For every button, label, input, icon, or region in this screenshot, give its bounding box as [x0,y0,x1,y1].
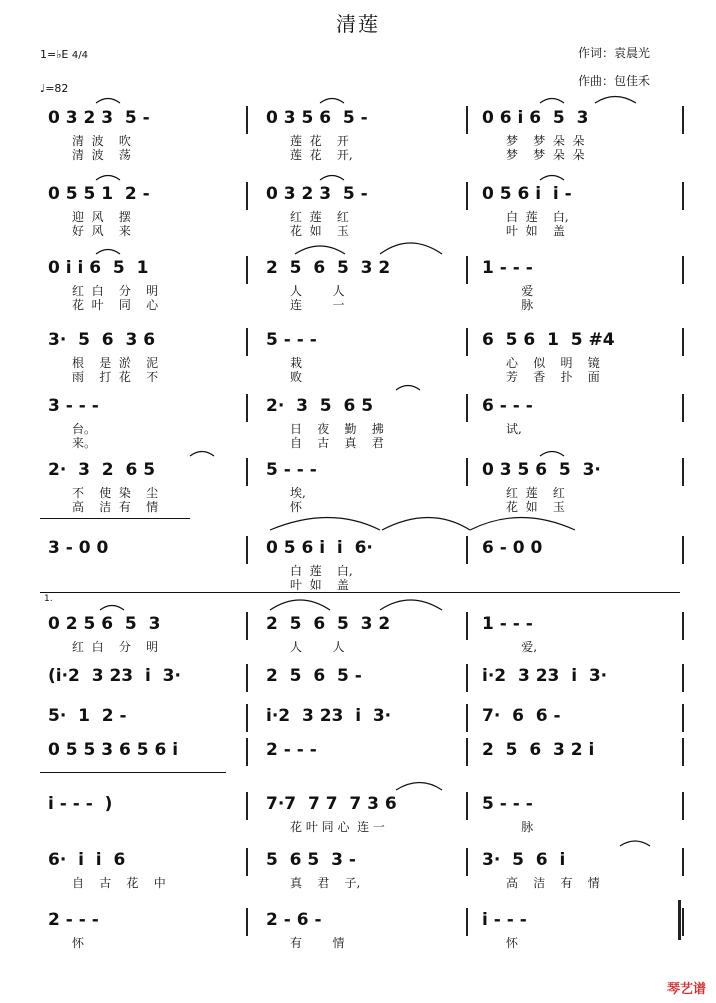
lyric-line-2: 怀 [290,500,303,514]
barline [682,536,684,564]
slur [595,97,636,104]
slur [96,250,120,255]
lyric-line-1: 怀 [72,936,85,950]
lyric-line-2: 来。 [72,436,97,450]
slur [190,452,214,457]
barline [246,394,248,422]
measure-notes: 6 5 6 1 5 #4 [482,330,615,350]
lyric-line-2 [506,436,521,450]
barline [246,256,248,284]
measure-notes: 2· 3 2 6 5 [48,460,156,480]
barline [682,106,684,134]
composer-credit: 作曲：包佳禾 [578,74,651,88]
measure-notes: 1 - - - [482,258,533,278]
lyric-line-1: 试, [506,422,522,436]
barline [682,792,684,820]
measure-notes: 6· i i 6 [48,850,126,870]
lyric-line-1: 红 莲 红 [290,210,349,224]
lyric-line-2: 叶 如 盖 [506,224,565,238]
barline [246,664,248,692]
barline [682,908,684,936]
lyric-line-2: 高 洁 有 情 [72,500,159,514]
barline [466,256,468,284]
measure-notes: 0 6 i 6 5 3 [482,108,589,128]
lyric-line-1: 人 人 [290,640,345,654]
slur [380,600,442,610]
barline [466,328,468,356]
measure-notes: 0 3 5 6 5 3· [482,460,601,480]
lyric-line-2: 莲 花 开, [290,148,353,162]
lyric-line-1: 栽 [290,356,303,370]
slur [270,600,330,610]
measure-notes: i·2 3 23 i 3· [482,666,608,686]
slur [270,518,380,531]
measure-notes: 5 6 5 3 - [266,850,356,870]
slur [96,99,120,104]
tie-line [40,518,190,519]
measure-notes: 2 - - - [266,740,317,760]
measure-notes: 3· 5 6 i [482,850,566,870]
barline [246,328,248,356]
measure-notes: 1 - - - [482,614,533,634]
barline [682,458,684,486]
barline [466,704,468,732]
lyric-line-1: 红 莲 红 [506,486,565,500]
barline [246,848,248,876]
lyric-line-1: 白 莲 白, [506,210,569,224]
measure-notes: 5 - - - [266,460,317,480]
lyric-line-1: 自 古 花 中 [72,876,166,890]
lyric-line-1: 不 使 染 尘 [72,486,159,500]
lyric-line-2: 败 [290,370,303,384]
barline [682,328,684,356]
lyric-line-2: 脉 [506,298,534,312]
slur [320,99,344,104]
barline [466,394,468,422]
barline [246,182,248,210]
volta-number: 1. [44,594,53,604]
measure-notes: 3 - 0 0 [48,538,109,558]
measure-notes: i - - - ) [48,794,113,814]
measure-notes: 2 - - - [48,910,99,930]
tempo-marking: ♩=82 [40,82,69,95]
measure-notes: 0 5 5 1 2 - [48,184,150,204]
lyric-line-1: 人 人 [290,284,345,298]
measure-notes: (i·2 3 23 i 3· [48,666,181,686]
lyric-line-1: 梦 梦 朵 朵 [506,134,585,148]
barline [466,106,468,134]
barline [682,848,684,876]
measure-notes: 0 3 5 6 5 - [266,108,368,128]
barline [246,704,248,732]
barline [466,182,468,210]
lyric-line-1: 迎 风 摆 [72,210,131,224]
lyric-line-1: 莲 花 开 [290,134,349,148]
lyric-line-1: 怀 [506,936,519,950]
lyric-line-1: 日 夜 勤 拂 [290,422,384,436]
barline [682,256,684,284]
slur [396,783,442,791]
lyric-line-2: 自 古 真 君 [290,436,384,450]
slur [100,606,124,611]
slur [540,176,564,181]
barline [246,612,248,640]
lyric-line-2: 芳 香 扑 面 [506,370,600,384]
measure-notes: 0 5 6 i i 6· [266,538,373,558]
lyric-line-2: 清 波 荡 [72,148,131,162]
lyric-line-2: 花 如 玉 [506,500,565,514]
barline [466,536,468,564]
measure-notes: i - - - [482,910,527,930]
measure-notes: 2 5 6 5 3 2 [266,614,391,634]
lyric-line-2: 好 风 来 [72,224,131,238]
lyric-line-2: 花 如 玉 [290,224,349,238]
measure-notes: 3· 5 6 3 6 [48,330,156,350]
final-barline [678,900,681,940]
lyric-line-1: 台。 [72,422,97,436]
barline [466,908,468,936]
barline [466,738,468,766]
measure-notes: 3 - - - [48,396,99,416]
barline [682,738,684,766]
barline [682,664,684,692]
lyricist-credit: 作词：袁晨光 [578,46,651,60]
measure-notes: 0 3 2 3 5 - [48,108,150,128]
measure-notes: 7· 6 6 - [482,706,561,726]
slur [295,246,345,254]
lyric-line-1: 心 似 明 镜 [506,356,600,370]
barline [246,106,248,134]
barline [466,612,468,640]
lyric-line-1: 脉 [506,820,534,834]
lyric-line-1: 红 白 分 明 [72,640,159,654]
barline [466,848,468,876]
measure-notes: 5 - - - [266,330,317,350]
ending-bracket [40,772,226,773]
lyric-line-1: 清 波 吹 [72,134,131,148]
lyric-line-1: 爱, [506,640,538,654]
measure-notes: 2 - 6 - [266,910,322,930]
lyric-line-1: 爱 [506,284,534,298]
barline [682,612,684,640]
measure-notes: 6 - 0 0 [482,538,543,558]
lyric-line-2: 花 叶 同 心 [72,298,159,312]
barline [682,182,684,210]
lyric-line-1: 埃, [290,486,306,500]
slur [320,176,344,181]
barline [246,458,248,486]
measure-notes: 6 - - - [482,396,533,416]
lyric-line-2: 叶 如 盖 [290,578,349,592]
time-signature: 4/4 [71,50,88,61]
key-label: 1=♭E [40,48,69,61]
measure-notes: 0 5 5 3 6 5 6 i [48,740,179,760]
measure-notes: i·2 3 23 i 3· [266,706,392,726]
lyric-line-2: 梦 梦 朵 朵 [506,148,585,162]
barline [682,704,684,732]
slur [380,243,442,254]
key-signature [40,48,88,62]
barline [246,738,248,766]
lyric-line-2: 雨 打 花 不 [72,370,159,384]
lyric-line-1: 根 是 淤 泥 [72,356,159,370]
slur [382,518,470,531]
barline [246,908,248,936]
measure-notes: 7·7 7 7 7 3 6 [266,794,397,814]
barline [466,458,468,486]
lyric-line-1: 有 情 [290,936,345,950]
barline [246,536,248,564]
slur [96,176,120,181]
score-title: 清莲 [336,12,380,36]
measure-notes: 5 - - - [482,794,533,814]
barline [466,664,468,692]
site-logo: 琴艺谱 [666,982,706,997]
lyric-line-1: 高 洁 有 情 [506,876,600,890]
measure-notes: 0 2 5 6 5 3 [48,614,161,634]
lyric-line-2: 连 一 [290,298,345,312]
barline [682,394,684,422]
slur [396,386,420,391]
lyric-line-1: 真 君 子, [290,876,361,890]
measure-notes: 2 5 6 5 3 2 [266,258,391,278]
volta-bracket [40,592,680,593]
slur [620,841,650,846]
lyric-line-1: 白 莲 白, [290,564,353,578]
slur [540,452,564,457]
measure-notes: 0 5 6 i i - [482,184,572,204]
measure-notes: 2 5 6 3 2 i [482,740,595,760]
measure-notes: 5· 1 2 - [48,706,127,726]
measure-notes: 2· 3 5 6 5 [266,396,374,416]
measure-notes: 2 5 6 5 - [266,666,362,686]
barline [466,792,468,820]
measure-notes: 0 i i 6 5 1 [48,258,149,278]
lyric-line-1: 花 叶 同 心 连 一 [290,820,385,834]
slur [540,99,564,104]
slur [470,518,575,531]
measure-notes: 0 3 2 3 5 - [266,184,368,204]
barline [246,792,248,820]
lyric-line-1: 红 白 分 明 [72,284,159,298]
